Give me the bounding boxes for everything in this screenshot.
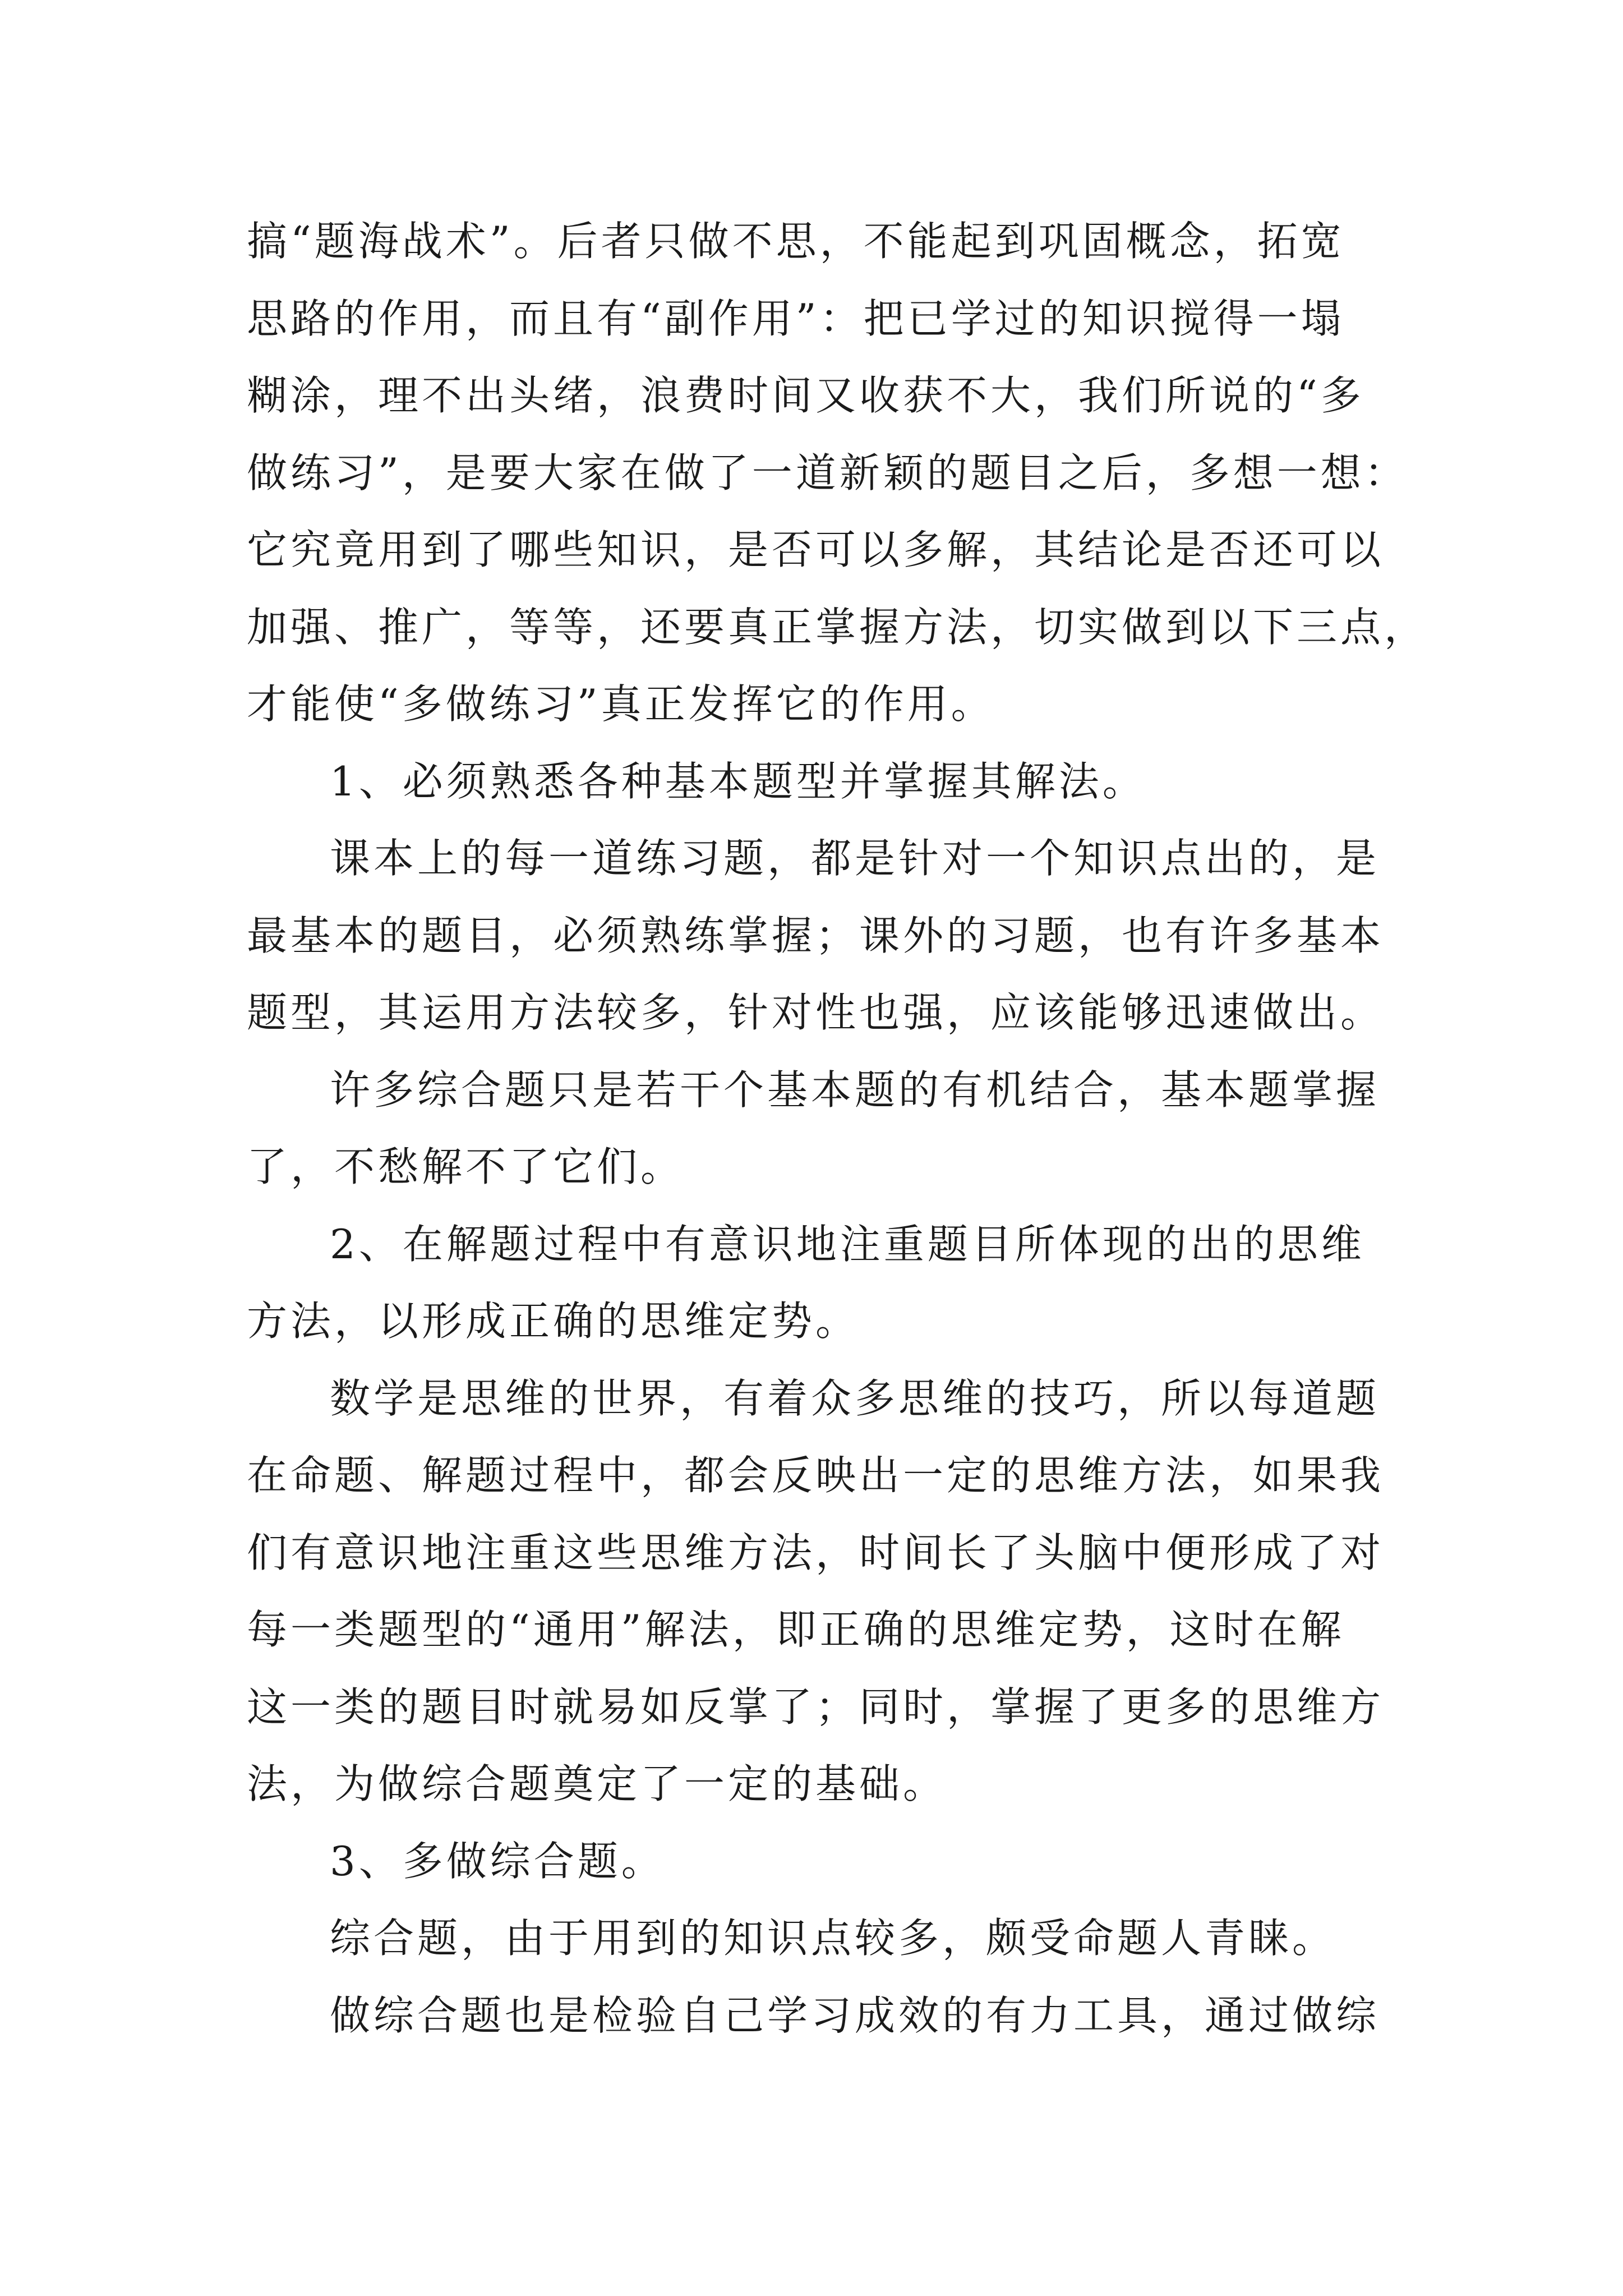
- text-line: 才能使“多做练习”真正发挥它的作用。: [247, 680, 995, 728]
- text-line: 搞“题海战术”。后者只做不思，不能起到巩固概念，拓宽: [247, 218, 1345, 265]
- text-line: 1、必须熟悉各种基本题型并掌握其解法。: [330, 757, 1146, 805]
- text-line: 它究竟用到了哪些知识，是否可以多解，其结论是否还可以: [247, 526, 1385, 573]
- text-line: 加强、推广，等等，还要真正掌握方法，切实做到以下三点，: [247, 603, 1428, 651]
- document-body: [247, 203, 1428, 2054]
- text-line: 综合题，由于用到的知识点较多，颇受命题人青睐。: [330, 1915, 1336, 1962]
- text-line: 数学是思维的世界，有着众多思维的技巧，所以每道题: [330, 1374, 1380, 1422]
- text-line: 这一类的题目时就易如反掌了；同时，掌握了更多的思维方: [247, 1683, 1385, 1731]
- text-line: 做综合题也是检验自己学习成效的有力工具，通过做综: [330, 1991, 1380, 2039]
- text-line: 方法，以形成正确的思维定势。: [247, 1297, 860, 1345]
- text-line: 课本上的每一道练习题，都是针对一个知识点出的，是: [330, 835, 1380, 882]
- text-line: 了，不愁解不了它们。: [247, 1143, 685, 1190]
- text-line: 法，为做综合题奠定了一定的基础。: [247, 1760, 947, 1807]
- text-line: 题型，其运用方法较多，针对性也强，应该能够迅速做出。: [247, 989, 1385, 1036]
- text-line: 思路的作用，而且有“副作用”：把已学过的知识搅得一塌: [247, 295, 1345, 342]
- text-line: 做练习”，是要大家在做了一道新颖的题目之后，多想一想：: [247, 449, 1408, 496]
- text-line: 们有意识地注重这些思维方法，时间长了头脑中便形成了对: [247, 1529, 1385, 1576]
- text-line: 在命题、解题过程中，都会反映出一定的思维方法，如果我: [247, 1452, 1385, 1499]
- text-line: 许多综合题只是若干个基本题的有机结合，基本题掌握: [330, 1066, 1380, 1114]
- text-line: 2、在解题过程中有意识地注重题目所体现的出的思维: [330, 1220, 1365, 1268]
- text-line: 糊涂，理不出头绪，浪费时间又收获不大，我们所说的“多: [247, 372, 1364, 419]
- text-line: 最基本的题目，必须熟练掌握；课外的习题，也有许多基本: [247, 912, 1385, 959]
- text-line: 每一类题型的“通用”解法，即正确的思维定势，这时在解: [247, 1606, 1345, 1653]
- text-line: 3、多做综合题。: [330, 1837, 665, 1885]
